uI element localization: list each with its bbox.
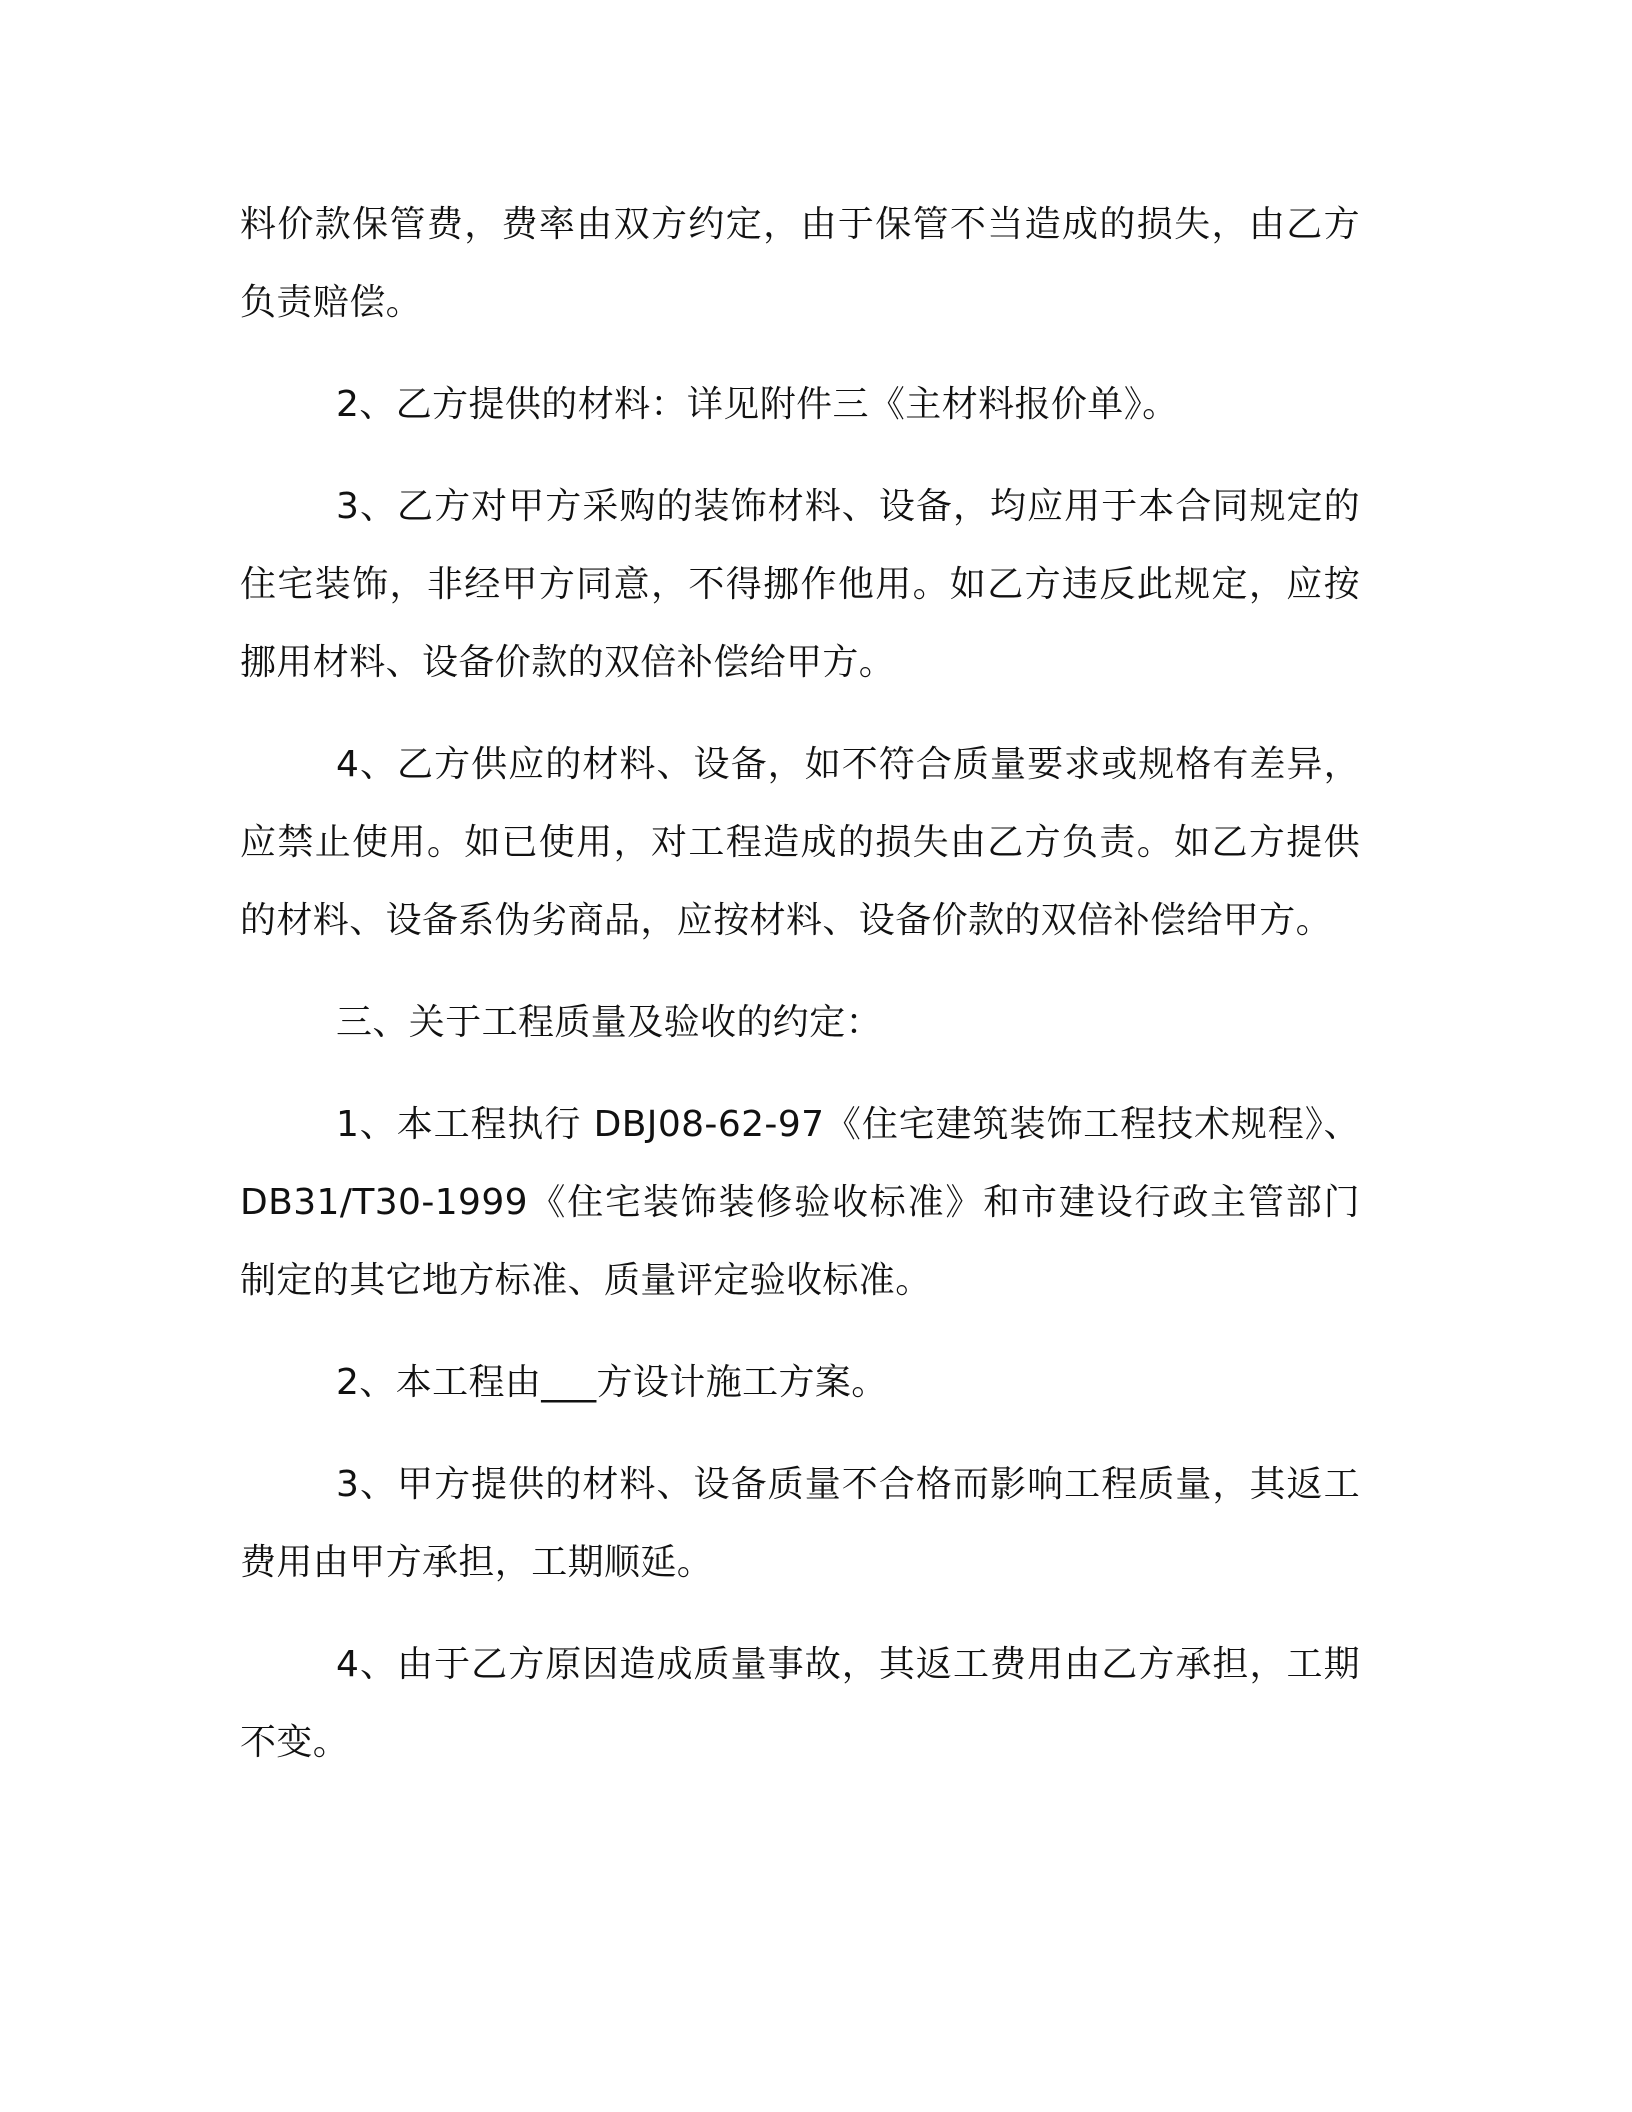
paragraph-quality-item-2: 2、本工程由___方设计施工方案。 [336, 1362, 888, 1403]
paragraph-item-4-supply: 4、乙方供应的材料、设备，如不符合质量要求或规格有差异，应禁止使用。如已使用，对工程造成的损失由乙方负责。如乙方提供的材料、设备系伪劣商品，应按材料、设备价款的双倍补偿给甲方。 [240, 744, 1360, 941]
document-body [240, 186, 1360, 1806]
paragraph-continuation: 料价款保管费，费率由双方约定，由于保管不当造成的损失，由乙方负责赔偿。 [240, 204, 1360, 323]
paragraph-item-2-materials: 2、乙方提供的材料：详见附件三《主材料报价单》。 [336, 384, 1179, 425]
paragraph-item-3-usage: 3、乙方对甲方采购的装饰材料、设备，均应用于本合同规定的住宅装饰，非经甲方同意，不得挪作他用。如乙方违反此规定，应按挪用材料、设备价款的双倍补偿给甲方。 [240, 486, 1360, 683]
paragraph-quality-item-3: 3、甲方提供的材料、设备质量不合格而影响工程质量，其返工费用由甲方承担，工期顺延。 [240, 1464, 1360, 1583]
paragraph-quality-item-1: 1、本工程执行 DBJ08-62-97《住宅建筑装饰工程技术规程》、DB31/T30-1999《住宅装饰装修验收标准》和市建设行政主管部门制定的其它地方标准、质量评定验收标准。 [240, 1104, 1360, 1301]
paragraph-quality-item-4: 4、由于乙方原因造成质量事故，其返工费用由乙方承担，工期不变。 [240, 1644, 1360, 1763]
section-heading-quality: 三、关于工程质量及验收的约定： [336, 1002, 883, 1043]
